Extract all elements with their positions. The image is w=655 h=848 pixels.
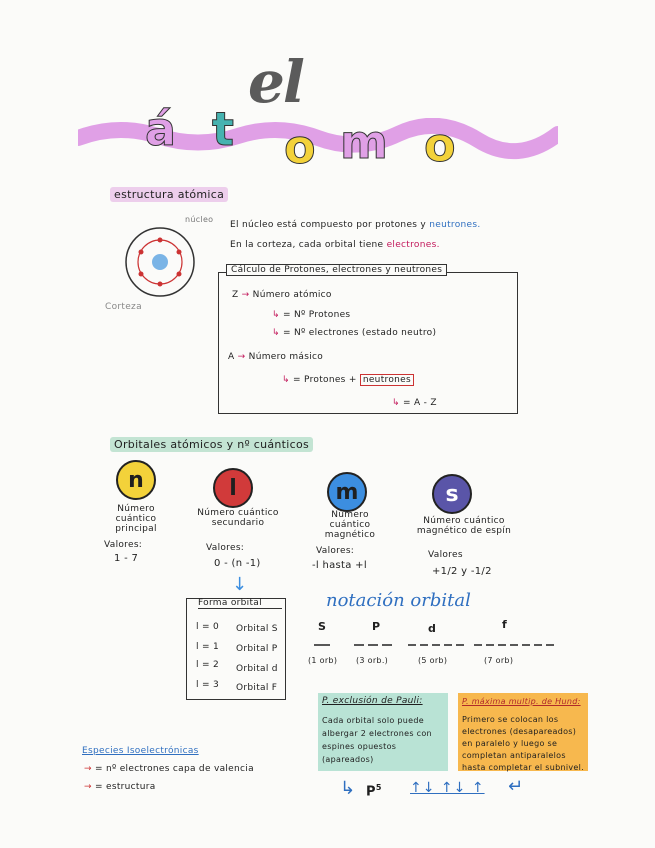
forma-row-2-orb: Orbital d xyxy=(236,664,278,674)
quantum-l-values-label: Valores: xyxy=(206,543,245,553)
pauli-title: P. exclusión de Pauli: xyxy=(322,696,423,706)
notacion-f: f xyxy=(502,618,508,631)
quantum-n-values: 1 - 7 xyxy=(114,553,139,564)
arrow-return-icon: ↳ xyxy=(340,778,356,799)
notacion-d: d xyxy=(428,622,437,635)
estructura-line-2: En la corteza, cada orbital tiene electrones. xyxy=(230,240,440,250)
forma-row-0-orb: Orbital S xyxy=(236,624,278,634)
nucleo-label: núcleo xyxy=(185,215,214,224)
especies-item-2: → = estructura xyxy=(84,782,156,792)
p5-label: $P^5$ xyxy=(366,783,382,800)
section-heading-orbitales: Orbitales atómicos y nº cuánticos xyxy=(110,438,313,451)
pauli-text: Cada orbital solo puede albergar 2 electrones con espines opuestos (apareados) xyxy=(322,716,432,764)
title-letter-t: t xyxy=(212,102,234,156)
hund-title: P. máxima multip. de Hund: xyxy=(462,697,581,706)
quantum-l-values: 0 - (n -1) xyxy=(214,558,261,569)
forma-row-0-l: l = 0 xyxy=(196,622,219,632)
hund-text: Primero se colocan los electrones (desapareados) en paralelo y luego se completan antiparalelos hasta completar el subnivel. xyxy=(462,715,585,772)
title-letter-m: m xyxy=(340,115,388,169)
notacion-s: S xyxy=(318,620,327,633)
arrow-left-return-icon: ↵ xyxy=(508,776,524,797)
a-item: ↳ = Protones + neutrones xyxy=(282,375,414,385)
forma-row-3-orb: Orbital F xyxy=(236,683,278,693)
quantum-m-values: -l hasta +l xyxy=(312,560,367,571)
especies-heading: Especies Isoelectrónicas xyxy=(82,746,199,756)
quantum-m-icon: m xyxy=(327,472,367,512)
a-result: ↳ = A - Z xyxy=(392,398,437,408)
notacion-dashes xyxy=(310,640,560,650)
quantum-s-values-label: Valores xyxy=(428,550,463,560)
quantum-n-name: Número cuántico principal xyxy=(115,504,157,534)
quantum-s-values: +1/2 y -1/2 xyxy=(432,566,492,577)
notacion-s-count: (1 orb) xyxy=(308,656,338,665)
estructura-line-1: El núcleo está compuesto por protones y neutrones. xyxy=(230,220,481,230)
z-item-2: ↳ = Nº electrones (estado neutro) xyxy=(272,328,437,338)
quantum-s-name: Número cuántico magnético de espín xyxy=(416,516,512,536)
quantum-m-name: Número cuántico magnético xyxy=(324,510,376,540)
notacion-f-count: (7 orb) xyxy=(484,656,514,665)
notacion-title: notación orbital xyxy=(326,590,471,611)
quantum-n-icon: n xyxy=(116,460,156,500)
arrow-down-icon: ↓ xyxy=(232,574,248,595)
forma-row-2-l: l = 2 xyxy=(196,660,219,670)
quantum-l-icon: l xyxy=(213,468,253,508)
title-letter-o2: o xyxy=(424,118,456,172)
calculo-title: Cálculo de Protones, electrones y neutrones xyxy=(226,264,447,276)
forma-row-3-l: l = 3 xyxy=(196,680,219,690)
notacion-d-count: (5 orb) xyxy=(418,656,448,665)
quantum-l-name: Número cuántico secundario xyxy=(197,508,279,528)
forma-row-1-l: l = 1 xyxy=(196,642,219,652)
especies-item-1: → = nº electrones capa de valencia xyxy=(84,764,254,774)
z-line: Z → Número atómico xyxy=(232,290,332,300)
forma-row-1-orb: Orbital P xyxy=(236,644,278,654)
notacion-p-count: (3 orb.) xyxy=(356,656,389,665)
z-item-1: ↳ = Nº Protones xyxy=(272,310,351,320)
title-el: el xyxy=(248,48,303,116)
a-line: A → Número másico xyxy=(228,352,324,362)
notacion-p: P xyxy=(372,620,381,633)
corteza-label: Corteza xyxy=(105,302,142,312)
quantum-s-icon: s xyxy=(432,474,472,514)
title-letter-o1: o xyxy=(284,120,316,174)
forma-orbital-title: Forma orbital xyxy=(198,598,282,609)
quantum-m-values-label: Valores: xyxy=(316,546,355,556)
quantum-n-values-label: Valores: xyxy=(104,540,143,550)
title-letter-a: á xyxy=(145,102,177,156)
spin-arrows: ↑↓ ↑↓ ↑ xyxy=(410,780,485,796)
section-heading-estructura: estructura atómica xyxy=(110,188,228,201)
atom-diagram xyxy=(122,222,202,302)
